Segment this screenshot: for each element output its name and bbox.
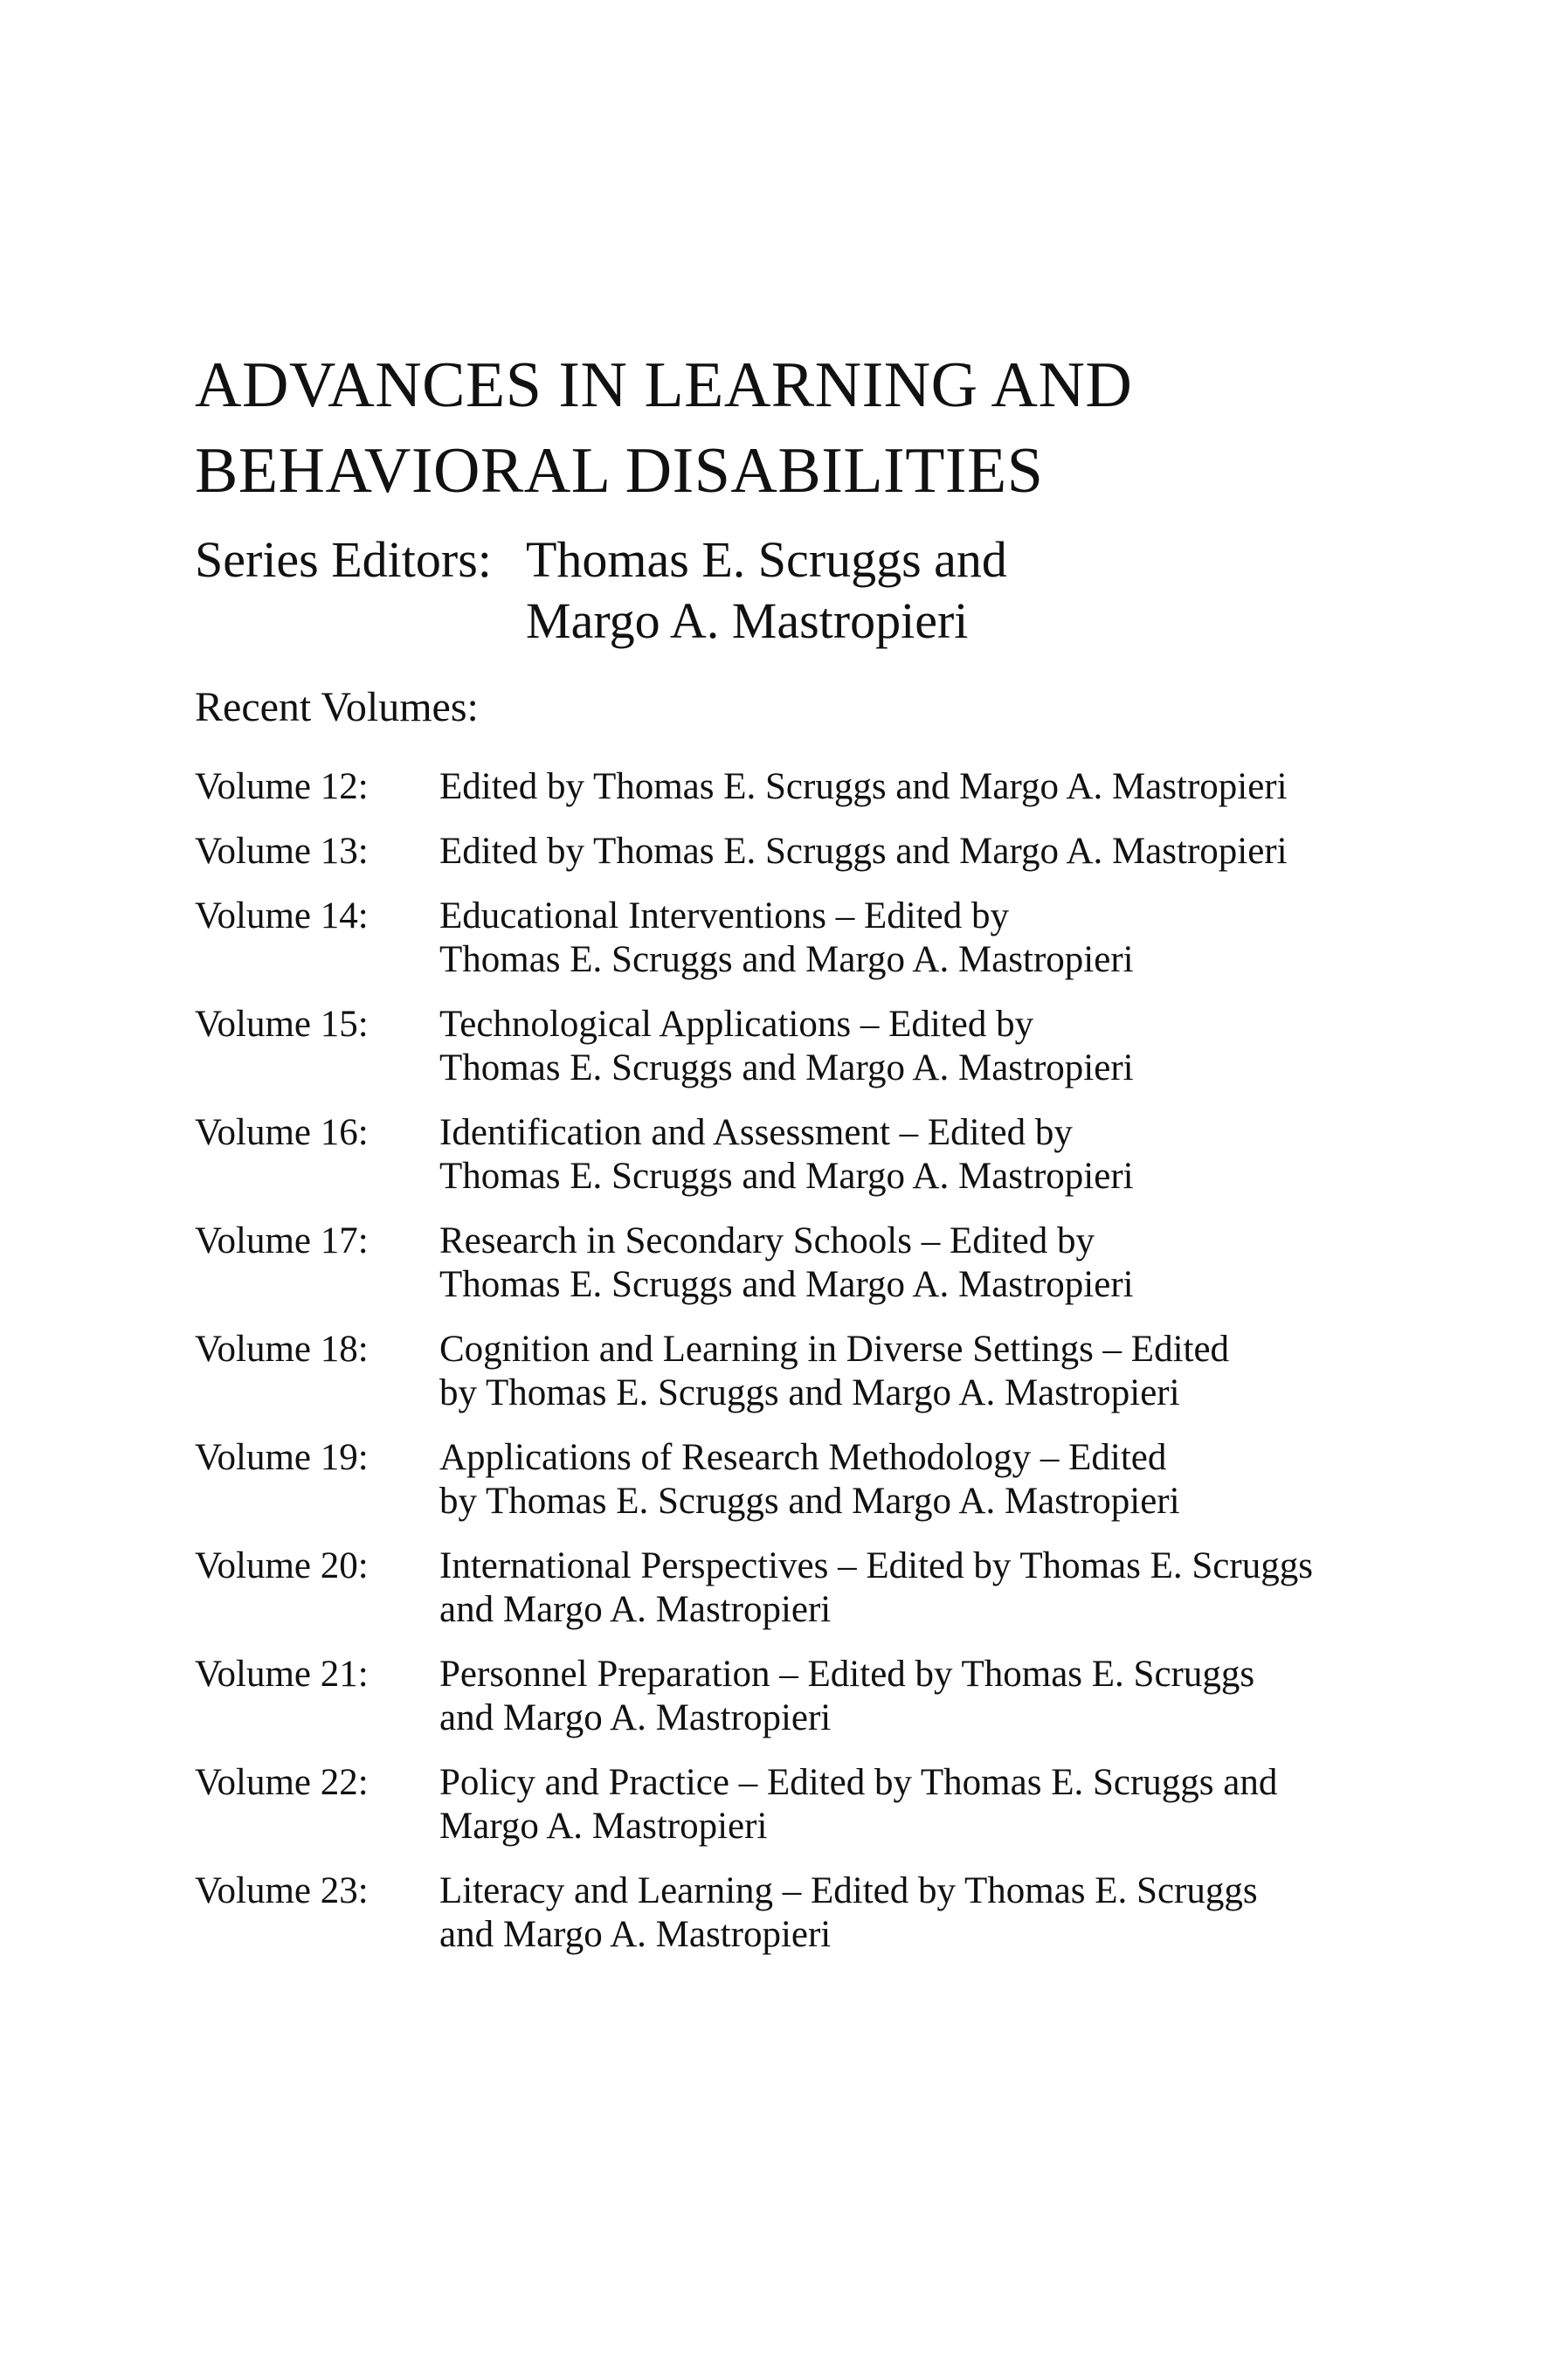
series-editors-label: Series Editors:: [195, 531, 492, 588]
recent-volumes-heading: Recent Volumes:: [195, 684, 479, 730]
volume-label: Volume 17:: [195, 1220, 369, 1261]
volume-description: Personnel Preparation – Edited by Thomas E. Scruggs and Margo A. Mastropieri: [439, 1654, 1255, 1738]
volume-label: Volume 16:: [195, 1112, 369, 1153]
volume-entry: [195, 1653, 1409, 1740]
volume-entry: [195, 1761, 1409, 1848]
series-editors-row-1: [195, 529, 1461, 591]
volume-description: Technological Applications – Edited by Thomas E. Scruggs and Margo A. Mastropieri: [439, 1004, 1134, 1088]
volume-entry: [195, 1328, 1409, 1415]
volume-description: International Perspectives – Edited by Thomas E. Scruggs and Margo A. Mastropieri: [439, 1545, 1313, 1630]
series-title-line-2: BEHAVIORAL DISABILITIES: [195, 435, 1044, 507]
volume-entry: [195, 830, 1409, 874]
volume-description: Research in Secondary Schools – Edited by Thomas E. Scruggs and Margo A. Mastropieri: [439, 1220, 1134, 1305]
volume-label: Volume 19:: [195, 1437, 369, 1478]
volume-label: Volume 20:: [195, 1545, 369, 1586]
volume-label: Volume 18:: [195, 1329, 369, 1370]
series-editor-line-1: Thomas E. Scruggs and: [526, 531, 1007, 588]
volume-entry: [195, 1544, 1409, 1632]
volume-list: [195, 765, 1409, 1978]
volume-description: Edited by Thomas E. Scruggs and Margo A. Mastropieri: [439, 831, 1288, 872]
volume-label: Volume 14:: [195, 895, 369, 936]
volume-label: Volume 21:: [195, 1654, 369, 1695]
volume-entry: [195, 1003, 1409, 1090]
volume-label: Volume 15:: [195, 1004, 369, 1045]
volume-description: Literacy and Learning – Edited by Thomas E. Scruggs and Margo A. Mastropieri: [439, 1870, 1258, 1955]
series-editors-row-2: [195, 591, 1461, 652]
series-editor-line-2: Margo A. Mastropieri: [526, 592, 969, 649]
series-title: [195, 342, 1461, 514]
volume-entry: [195, 1436, 1409, 1524]
volume-description: Applications of Research Methodology – Edited by Thomas E. Scruggs and Margo A. Mastropieri: [439, 1437, 1180, 1522]
volume-entry: [195, 765, 1409, 809]
volume-entry: [195, 1111, 1409, 1199]
volume-description: Identification and Assessment – Edited by Thomas E. Scruggs and Margo A. Mastropieri: [439, 1112, 1134, 1197]
series-editors: [195, 529, 1461, 652]
series-title-line-1: ADVANCES IN LEARNING AND: [195, 349, 1133, 421]
volume-description: Policy and Practice – Edited by Thomas E. Scruggs and Margo A. Mastropieri: [439, 1762, 1278, 1847]
volume-description: Educational Interventions – Edited by Thomas E. Scruggs and Margo A. Mastropieri: [439, 895, 1134, 980]
volume-description: Edited by Thomas E. Scruggs and Margo A. Mastropieri: [439, 766, 1288, 807]
volume-label: Volume 23:: [195, 1870, 369, 1911]
volume-description: Cognition and Learning in Diverse Settings – Edited by Thomas E. Scruggs and Margo A. Mastropieri: [439, 1329, 1230, 1413]
volume-label: Volume 22:: [195, 1762, 369, 1803]
volume-entry: [195, 895, 1409, 982]
volume-label: Volume 13:: [195, 831, 369, 872]
volume-label: Volume 12:: [195, 766, 369, 807]
volume-entry: [195, 1869, 1409, 1957]
volume-entry: [195, 1220, 1409, 1307]
